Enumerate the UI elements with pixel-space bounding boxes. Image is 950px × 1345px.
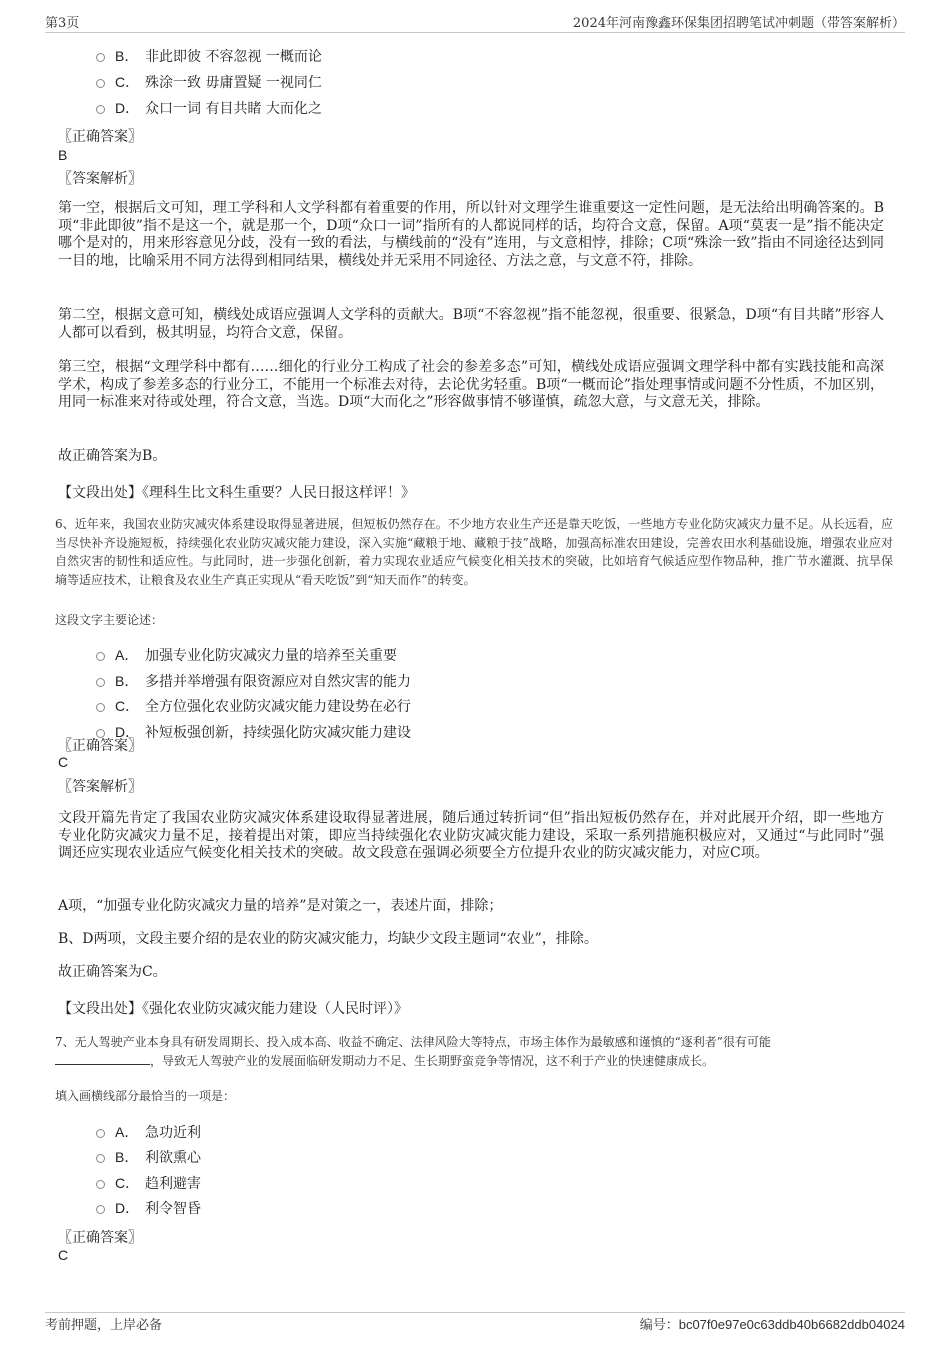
radio-icon[interactable] [96, 105, 105, 114]
radio-icon[interactable] [96, 1129, 105, 1138]
question-prompt: 这段文字主要论述： [55, 613, 164, 627]
question-text-line1: 7、无人驾驶产业本身具有研发周期长、投入成本高、收益不确定、法律风险大等特点，市场主体作为最敏感和谨慎的“逐利者”很有可能 [55, 1035, 771, 1049]
analysis-paragraph: 第三空，根据“文理学科中都有……细化的行业分工构成了社会的参差多态”可知，横线处成语应强调文理学科中都有实践技能和高深学术，构成了参差多态的行业分工，不能用一个标准去对待，去论优劣轻重。B项“一概而论”指处理事情或问题不分性质，不加区别，用同一标准来对待或处理，符合文意，当选。D项“大而化之”形容做事情不够谨慎，疏忽大意，与文意无关，排除。 [58, 359, 884, 410]
radio-icon[interactable] [96, 1154, 105, 1163]
option-text: 补短板强创新，持续强化防灾减灾能力建设 [145, 725, 411, 741]
option-letter: D． [115, 100, 140, 116]
analysis-label: 〖答案解析〗 [58, 779, 142, 795]
option-c[interactable] [96, 1172, 201, 1194]
option-text: 加强专业化防灾减灾力量的培养至关重要 [145, 648, 397, 664]
question-text [55, 1033, 893, 1070]
radio-icon[interactable] [96, 1205, 105, 1214]
analysis-paragraph: B、D两项，文段主要介绍的是农业的防灾减灾能力，均缺少文段主题词“农业”，排除。 [58, 931, 598, 947]
option-text: 全方位强化农业防灾减灾能力建设势在必行 [145, 699, 411, 715]
answer-label: 〖正确答案〗 [58, 129, 142, 145]
radio-icon[interactable] [96, 652, 105, 661]
option-letter: B． [115, 673, 139, 689]
document-code-label: 编号： [639, 1318, 679, 1333]
option-letter: D． [115, 1200, 140, 1216]
question-text: 6、近年来，我国农业防灾减灾体系建设取得显著进展，但短板仍然存在。不少地方农业生产还是靠天吃饭，一些地方专业化防灾减灾力量不足。从长远看，应当尽快补齐设施短板，持续强化农业防灾减灾能力建设，深入实施“藏粮于地、藏粮于技”战略，加强高标准农田建设，完善农田水利基础设施，增强农业应对自然灾害的韧性和适应性。与此同时，进一步强化创新，着力实现农业适应气候变化相关技术的突破，比如培育气候适应型作物品种，推广节水灌溉、抗旱保墒等适应技术，让粮食及农业生产真正实现从“看天吃饭”到“知天而作”的转变。 [55, 517, 893, 587]
option-b[interactable] [96, 1146, 201, 1168]
footer-divider [45, 1312, 905, 1313]
option-c[interactable] [96, 695, 411, 717]
option-b[interactable] [96, 45, 322, 67]
option-letter: D． [115, 724, 140, 740]
source-citation: 【文段出处】《理科生比文科生重要？人民日报这样评！》 [58, 485, 415, 501]
question-prompt: 填入画横线部分最恰当的一项是： [55, 1089, 236, 1103]
option-a[interactable] [96, 1121, 201, 1143]
option-letter: C． [115, 698, 140, 714]
analysis-paragraph: 文段开篇先肯定了我国农业防灾减灾体系建设取得显著进展，随后通过转折词“但”指出短板仍然存在，并对此展开介绍，即一些地方专业化防灾减灾力量不足，接着提出对策，即应当持续强化农业防灾减灾能力建设，采取一系列措施积极应对，又通过“与此同时”强调还应实现农业适应气候变化相关技术的突破。故文段意在强调必须要全方位提升农业的防灾减灾能力，对应C项。 [58, 810, 884, 861]
document-title: 2024年河南豫鑫环保集团招聘笔试冲刺题（带答案解析） [572, 16, 905, 31]
option-b[interactable] [96, 670, 411, 692]
analysis-conclusion: 故正确答案为B。 [58, 448, 167, 464]
document-code [640, 1314, 905, 1333]
radio-icon[interactable] [96, 79, 105, 88]
option-letter: B． [115, 48, 139, 64]
option-text: 趋利避害 [145, 1176, 201, 1192]
answer-label: 〖正确答案〗 [58, 1230, 142, 1246]
answer-value: C [58, 1247, 69, 1263]
radio-icon[interactable] [96, 703, 105, 712]
answer-value: C [58, 754, 69, 770]
option-d[interactable] [96, 1197, 201, 1219]
option-text: 非此即彼 不容忽视 一概而论 [145, 49, 322, 65]
question-text-line2: ，导致无人驾驶产业的发展面临研发期动力不足、生长期野蛮竞争等情况，这不利于产业的快速健康成长。 [150, 1053, 715, 1068]
option-d[interactable] [96, 721, 411, 743]
option-c[interactable] [96, 71, 322, 93]
footer-slogan: 考前押题，上岸必备 [45, 1318, 163, 1333]
fill-blank [55, 1052, 150, 1065]
analysis-paragraph: A项，“加强专业化防灾减灾力量的培养”是对策之一，表述片面，排除； [58, 898, 503, 914]
document-code-value: bc07f0e97e0c63ddb40b6682ddb04024 [678, 1317, 905, 1332]
option-text: 多措并举增强有限资源应对自然灾害的能力 [145, 674, 411, 690]
option-text: 利欲熏心 [145, 1150, 201, 1166]
option-text: 急功近利 [145, 1125, 201, 1141]
analysis-conclusion: 故正确答案为C。 [58, 964, 167, 980]
option-a[interactable] [96, 644, 397, 666]
answer-label: 〖正确答案〗 [58, 738, 142, 754]
option-letter: A． [115, 647, 139, 663]
option-text: 利令智昏 [145, 1201, 201, 1217]
option-letter: C． [115, 1175, 140, 1191]
option-letter: A． [115, 1124, 139, 1140]
option-text: 众口一词 有目共睹 大而化之 [145, 101, 322, 117]
page-number: 第3页 [45, 16, 80, 31]
analysis-paragraph: 第一空，根据后文可知，理工学科和人文学科都有着重要的作用，所以针对文理学生谁重要这一定性问题，是无法给出明确答案的。B项“非此即彼”指不是这一个，就是那一个，D项“众口一词”指所有的人都说同样的话，均符合文意，保留。A项“莫衷一是”指不能决定哪个是对的，用来形容意见分歧，没有一致的看法，与横线前的“没有”连用，与文意相悖，排除；C项“殊涂一致”指由不同途径达到同一目的地，比喻采用不同方法得到相同结果，横线处并无采用不同途径、方法之意，与文意不符，排除。 [58, 200, 884, 269]
radio-icon[interactable] [96, 678, 105, 687]
header-divider [45, 32, 905, 33]
source-citation: 【文段出处】《强化农业防灾减灾能力建设（人民时评）》 [58, 1001, 408, 1017]
analysis-paragraph: 第二空，根据文意可知，横线处成语应强调人文学科的贡献大。B项“不容忽视”指不能忽视，很重要、很紧急，D项“有目共睹”形容人人都可以看到，极其明显，均符合文意，保留。 [58, 307, 884, 341]
radio-icon[interactable] [96, 1180, 105, 1189]
answer-value: B [58, 147, 68, 163]
analysis-label: 〖答案解析〗 [58, 171, 142, 187]
option-letter: B． [115, 1149, 139, 1165]
option-letter: C． [115, 74, 140, 90]
radio-icon[interactable] [96, 53, 105, 62]
option-d[interactable] [96, 97, 322, 119]
option-text: 殊涂一致 毋庸置疑 一视同仁 [145, 75, 322, 91]
